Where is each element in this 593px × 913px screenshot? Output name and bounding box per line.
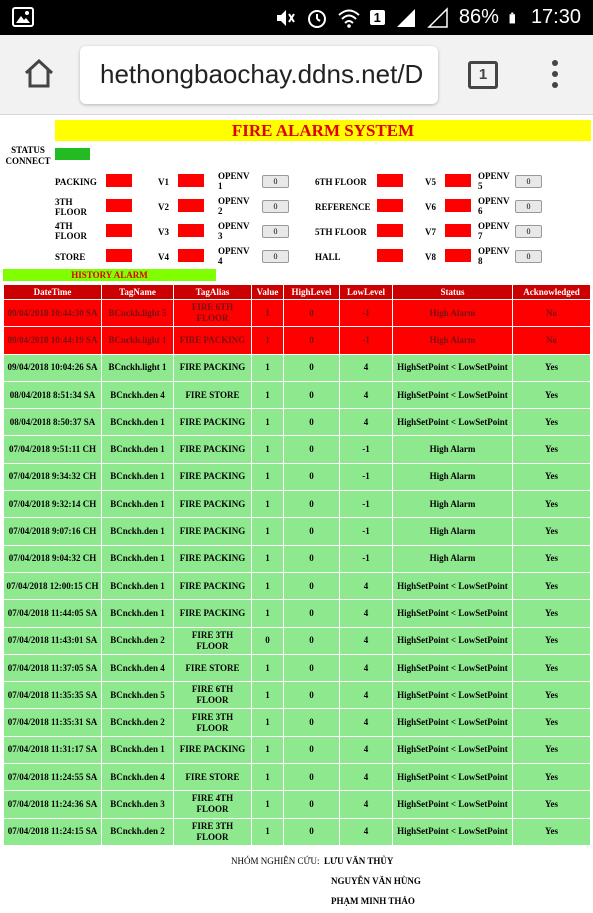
url-bar[interactable] (80, 46, 438, 104)
cell-value: 1 (252, 354, 284, 381)
cell-tagname: BCnckh.den 1 (102, 409, 174, 436)
cell-lowlevel: -1 (340, 491, 393, 518)
cell-lowlevel: 4 (340, 627, 393, 654)
cell-acknowledged: Yes (513, 491, 591, 518)
table-row (4, 764, 591, 791)
openv-button-4[interactable]: 0 (262, 250, 289, 263)
cell-datetime: 07/04/2018 9:07:16 CH (4, 518, 102, 545)
cell-datetime: 07/04/2018 11:24:55 SA (4, 764, 102, 791)
cell-acknowledged: Yes (513, 654, 591, 681)
openv-label-6: OPENV 6 (478, 196, 510, 216)
openv-label-5: OPENV 5 (478, 171, 510, 191)
openv-label-8: OPENV 8 (478, 246, 510, 266)
location-label-packing: PACKING (55, 177, 97, 187)
table-row (4, 682, 591, 709)
cell-tagalias: FIRE PACKING (174, 409, 252, 436)
cell-highlevel: 0 (284, 463, 340, 490)
valve-led-v6 (445, 199, 471, 212)
cell-highlevel: 0 (284, 545, 340, 572)
valve-label-v7: V7 (425, 227, 436, 237)
location-led-reference (377, 199, 403, 212)
cell-tagname: BCnckh.light 1 (102, 327, 174, 354)
cell-lowlevel: 4 (340, 600, 393, 627)
cell-lowlevel: 4 (340, 736, 393, 763)
cell-acknowledged: Yes (513, 381, 591, 408)
valve-led-v4 (178, 249, 204, 262)
gallery-icon (12, 7, 34, 27)
battery-percent: 86% (458, 6, 499, 28)
cell-lowlevel: -1 (340, 436, 393, 463)
openv-button-7[interactable]: 0 (515, 225, 542, 238)
signal-secondary-icon (427, 7, 449, 29)
cell-highlevel: 0 (284, 791, 340, 818)
cell-tagname: BCnckh.den 3 (102, 791, 174, 818)
alarm-history-table (3, 284, 591, 846)
cell-datetime: 07/04/2018 9:34:32 CH (4, 463, 102, 490)
cell-tagname: BCnckh.den 2 (102, 818, 174, 845)
cell-value: 1 (252, 463, 284, 490)
openv-button-8[interactable]: 0 (515, 250, 542, 263)
cell-datetime: 07/04/2018 12:00:15 CH (4, 572, 102, 599)
overflow-menu-icon[interactable] (548, 60, 562, 92)
cell-tagalias: FIRE 3TH FLOOR (174, 709, 252, 736)
table-row (4, 436, 591, 463)
valve-label-v4: V4 (158, 252, 169, 262)
valve-led-v2 (178, 199, 204, 212)
cell-tagalias: FIRE PACKING (174, 572, 252, 599)
cell-datetime: 09/04/2018 10:04:26 SA (4, 354, 102, 381)
cell-acknowledged: Yes (513, 600, 591, 627)
cell-tagalias: FIRE 3TH FLOOR (174, 818, 252, 845)
cell-tagname: BCnckh.den 4 (102, 764, 174, 791)
cell-status: High Alarm (393, 491, 513, 518)
cell-datetime: 07/04/2018 11:24:15 SA (4, 818, 102, 845)
sim-badge: 1 (370, 10, 385, 25)
column-header-value: Value (252, 285, 284, 300)
cell-lowlevel: 4 (340, 764, 393, 791)
cell-value: 1 (252, 818, 284, 845)
cell-tagname: BCnckh.den 4 (102, 654, 174, 681)
cell-highlevel: 0 (284, 518, 340, 545)
location-led-3th-floor (106, 199, 132, 212)
system-status-bar (0, 0, 593, 35)
cell-value: 1 (252, 545, 284, 572)
home-icon[interactable] (22, 57, 56, 91)
cell-datetime: 07/04/2018 9:32:14 CH (4, 491, 102, 518)
table-header-row (4, 285, 591, 300)
valve-label-v1: V1 (158, 177, 169, 187)
valve-label-v2: V2 (158, 202, 169, 212)
location-led-5th-floor (377, 224, 403, 237)
cell-acknowledged: No (513, 327, 591, 354)
table-row (4, 409, 591, 436)
cell-status: HighSetPoint < LowSetPoint (393, 791, 513, 818)
cell-tagalias: FIRE PACKING (174, 463, 252, 490)
table-row (4, 572, 591, 599)
openv-label-2: OPENV 2 (218, 196, 250, 216)
cell-acknowledged: Yes (513, 463, 591, 490)
column-header-tagalias: TagAlias (174, 285, 252, 300)
cell-highlevel: 0 (284, 572, 340, 599)
valve-label-v3: V3 (158, 227, 169, 237)
cell-highlevel: 0 (284, 436, 340, 463)
cell-acknowledged: Yes (513, 627, 591, 654)
cell-value: 1 (252, 764, 284, 791)
status-connect-indicator (55, 148, 90, 160)
cell-tagname: BCnckh.den 4 (102, 381, 174, 408)
table-row (4, 736, 591, 763)
history-alarm-heading: HISTORY ALARM (3, 269, 216, 281)
cell-tagname: BCnckh.den 1 (102, 572, 174, 599)
cell-highlevel: 0 (284, 300, 340, 327)
cell-acknowledged: Yes (513, 409, 591, 436)
cell-acknowledged: Yes (513, 354, 591, 381)
cell-lowlevel: 4 (340, 654, 393, 681)
cell-tagalias: FIRE PACKING (174, 436, 252, 463)
cell-highlevel: 0 (284, 491, 340, 518)
valve-label-v5: V5 (425, 177, 436, 187)
cell-datetime: 08/04/2018 8:51:34 SA (4, 381, 102, 408)
table-row (4, 327, 591, 354)
wifi-icon (338, 7, 360, 29)
cell-lowlevel: -1 (340, 300, 393, 327)
cell-highlevel: 0 (284, 381, 340, 408)
openv-button-1[interactable]: 0 (262, 175, 289, 188)
cell-acknowledged: Yes (513, 709, 591, 736)
valve-label-v6: V6 (425, 202, 436, 212)
valve-led-v3 (178, 224, 204, 237)
openv-label-7: OPENV 7 (478, 221, 510, 241)
cell-value: 0 (252, 627, 284, 654)
valve-label-v8: V8 (425, 252, 436, 262)
cell-lowlevel: 4 (340, 381, 393, 408)
table-row (4, 518, 591, 545)
cell-tagalias: FIRE STORE (174, 381, 252, 408)
cell-highlevel: 0 (284, 654, 340, 681)
cell-highlevel: 0 (284, 709, 340, 736)
cell-status: HighSetPoint < LowSetPoint (393, 381, 513, 408)
cell-lowlevel: 4 (340, 354, 393, 381)
cell-status: High Alarm (393, 436, 513, 463)
location-led-6th-floor (377, 174, 403, 187)
cell-status: HighSetPoint < LowSetPoint (393, 354, 513, 381)
mute-icon (274, 7, 296, 29)
cell-highlevel: 0 (284, 764, 340, 791)
cell-lowlevel: -1 (340, 327, 393, 354)
footer-member-3: PHẠM MINH THẢO (331, 896, 415, 906)
location-label-store: STORE (55, 252, 86, 262)
table-row (4, 381, 591, 408)
cell-value: 1 (252, 709, 284, 736)
cell-lowlevel: -1 (340, 545, 393, 572)
cell-status: HighSetPoint < LowSetPoint (393, 600, 513, 627)
cell-tagalias: FIRE STORE (174, 764, 252, 791)
table-row (4, 463, 591, 490)
cell-tagalias: FIRE PACKING (174, 736, 252, 763)
cell-value: 1 (252, 300, 284, 327)
table-row (4, 818, 591, 845)
cell-tagalias: FIRE 6TH FLOOR (174, 300, 252, 327)
cell-lowlevel: 4 (340, 791, 393, 818)
cell-acknowledged: Yes (513, 818, 591, 845)
cell-highlevel: 0 (284, 354, 340, 381)
cell-value: 1 (252, 572, 284, 599)
cell-datetime: 09/04/2018 10:44:30 SA (4, 300, 102, 327)
cell-status: HighSetPoint < LowSetPoint (393, 818, 513, 845)
openv-button-6[interactable]: 0 (515, 200, 542, 213)
cell-acknowledged: Yes (513, 572, 591, 599)
cell-acknowledged: Yes (513, 791, 591, 818)
column-header-datetime: DateTime (4, 285, 102, 300)
cell-tagname: BCnckh.den 1 (102, 736, 174, 763)
location-label-6th-floor: 6TH FLOOR (315, 177, 367, 187)
page-title: FIRE ALARM SYSTEM (55, 120, 591, 141)
cell-value: 1 (252, 491, 284, 518)
cell-tagalias: FIRE PACKING (174, 327, 252, 354)
cell-tagname: BCnckh.den 1 (102, 545, 174, 572)
cell-status: High Alarm (393, 327, 513, 354)
valve-led-v1 (178, 174, 204, 187)
location-led-4th-floor (106, 224, 132, 237)
cell-highlevel: 0 (284, 327, 340, 354)
cell-highlevel: 0 (284, 682, 340, 709)
location-led-store (106, 249, 132, 262)
cell-value: 1 (252, 682, 284, 709)
cell-status: HighSetPoint < LowSetPoint (393, 736, 513, 763)
cell-lowlevel: 4 (340, 682, 393, 709)
cell-tagname: BCnckh.den 1 (102, 463, 174, 490)
cell-tagname: BCnckh.den 1 (102, 518, 174, 545)
cell-tagalias: FIRE PACKING (174, 518, 252, 545)
cell-acknowledged: Yes (513, 764, 591, 791)
location-label-5th-floor: 5TH FLOOR (315, 227, 367, 237)
cell-tagname: BCnckh.den 2 (102, 627, 174, 654)
cell-highlevel: 0 (284, 736, 340, 763)
column-header-status: Status (393, 285, 513, 300)
cell-status: High Alarm (393, 518, 513, 545)
signal-icon (395, 7, 417, 29)
cell-tagalias: FIRE 4TH FLOOR (174, 791, 252, 818)
browser-toolbar (0, 35, 593, 115)
footer-label: NHÓM NGHIÊN CỨU: (231, 856, 320, 866)
openv-label-3: OPENV 3 (218, 221, 250, 241)
table-row (4, 491, 591, 518)
cell-value: 1 (252, 436, 284, 463)
cell-tagname: BCnckh.den 1 (102, 436, 174, 463)
clock-time: 17:30 (530, 6, 581, 28)
column-header-lowlevel: LowLevel (340, 285, 393, 300)
cell-value: 1 (252, 381, 284, 408)
table-row (4, 709, 591, 736)
openv-label-4: OPENV 4 (218, 246, 250, 266)
column-header-tagname: TagName (102, 285, 174, 300)
cell-datetime: 07/04/2018 11:43:01 SA (4, 627, 102, 654)
table-row (4, 354, 591, 381)
cell-tagname: BCnckh.light 1 (102, 354, 174, 381)
cell-status: HighSetPoint < LowSetPoint (393, 654, 513, 681)
cell-value: 1 (252, 654, 284, 681)
location-label-hall: HALL (315, 252, 341, 262)
cell-value: 1 (252, 791, 284, 818)
column-header-acknowledged: Acknowledged (513, 285, 591, 300)
cell-status: HighSetPoint < LowSetPoint (393, 572, 513, 599)
alarm-clock-icon (306, 7, 328, 29)
cell-lowlevel: 4 (340, 818, 393, 845)
cell-highlevel: 0 (284, 627, 340, 654)
cell-status: High Alarm (393, 545, 513, 572)
cell-value: 1 (252, 736, 284, 763)
valve-led-v5 (445, 174, 471, 187)
cell-acknowledged: Yes (513, 682, 591, 709)
table-row (4, 791, 591, 818)
cell-status: High Alarm (393, 463, 513, 490)
cell-tagalias: FIRE 6TH FLOOR (174, 682, 252, 709)
cell-status: HighSetPoint < LowSetPoint (393, 709, 513, 736)
cell-tagname: BCnckh.light 5 (102, 300, 174, 327)
location-led-packing (106, 174, 132, 187)
cell-acknowledged: No (513, 300, 591, 327)
valve-led-v8 (445, 249, 471, 262)
footer-credits (231, 856, 393, 866)
cell-value: 1 (252, 518, 284, 545)
table-row (4, 300, 591, 327)
cell-value: 1 (252, 409, 284, 436)
cell-tagalias: FIRE PACKING (174, 491, 252, 518)
location-label-reference: REFERENCE (315, 202, 371, 212)
cell-datetime: 08/04/2018 8:50:37 SA (4, 409, 102, 436)
cell-tagname: BCnckh.den 1 (102, 600, 174, 627)
cell-highlevel: 0 (284, 818, 340, 845)
table-row (4, 627, 591, 654)
column-header-highlevel: HighLevel (284, 285, 340, 300)
cell-datetime: 07/04/2018 11:44:05 SA (4, 600, 102, 627)
footer-member-1: LƯU VĂN THỦY (323, 856, 394, 866)
openv-button-5[interactable]: 0 (515, 175, 542, 188)
cell-acknowledged: Yes (513, 436, 591, 463)
cell-datetime: 07/04/2018 9:51:11 CH (4, 436, 102, 463)
table-row (4, 654, 591, 681)
cell-datetime: 07/04/2018 11:35:31 SA (4, 709, 102, 736)
table-row (4, 545, 591, 572)
location-label-4th-floor: 4TH FLOOR (55, 221, 88, 241)
cell-highlevel: 0 (284, 600, 340, 627)
battery-icon (509, 7, 521, 29)
table-row (4, 600, 591, 627)
cell-status: HighSetPoint < LowSetPoint (393, 627, 513, 654)
cell-lowlevel: -1 (340, 518, 393, 545)
cell-status: High Alarm (393, 300, 513, 327)
footer-member-2: NGUYỄN VĂN HÙNG (331, 876, 421, 886)
cell-tagalias: FIRE 3TH FLOOR (174, 627, 252, 654)
openv-button-2[interactable]: 0 (262, 200, 289, 213)
cell-value: 1 (252, 327, 284, 354)
cell-acknowledged: Yes (513, 518, 591, 545)
cell-datetime: 09/04/2018 10:44:19 SA (4, 327, 102, 354)
cell-datetime: 07/04/2018 11:37:05 SA (4, 654, 102, 681)
cell-tagname: BCnckh.den 2 (102, 709, 174, 736)
cell-value: 1 (252, 600, 284, 627)
cell-lowlevel: -1 (340, 463, 393, 490)
cell-acknowledged: Yes (513, 736, 591, 763)
cell-status: HighSetPoint < LowSetPoint (393, 764, 513, 791)
valve-led-v7 (445, 224, 471, 237)
status-connect-label: STATUS CONNECT (5, 145, 51, 166)
cell-acknowledged: Yes (513, 545, 591, 572)
cell-status: HighSetPoint < LowSetPoint (393, 682, 513, 709)
cell-datetime: 07/04/2018 11:31:17 SA (4, 736, 102, 763)
cell-tagname: BCnckh.den 1 (102, 491, 174, 518)
location-label-3th-floor: 3TH FLOOR (55, 197, 88, 217)
cell-lowlevel: 4 (340, 409, 393, 436)
cell-tagalias: FIRE PACKING (174, 600, 252, 627)
cell-status: HighSetPoint < LowSetPoint (393, 409, 513, 436)
cell-datetime: 07/04/2018 11:24:36 SA (4, 791, 102, 818)
cell-lowlevel: 4 (340, 572, 393, 599)
cell-tagalias: FIRE STORE (174, 654, 252, 681)
cell-tagalias: FIRE PACKING (174, 354, 252, 381)
cell-highlevel: 0 (284, 409, 340, 436)
location-led-hall (377, 249, 403, 262)
tab-switcher-button[interactable]: 1 (468, 61, 498, 89)
cell-datetime: 07/04/2018 9:04:32 CH (4, 545, 102, 572)
cell-lowlevel: 4 (340, 709, 393, 736)
url-text: hethongbaochay.ddns.net/D (100, 59, 424, 89)
openv-label-1: OPENV 1 (218, 171, 250, 191)
openv-button-3[interactable]: 0 (262, 225, 289, 238)
cell-tagname: BCnckh.den 5 (102, 682, 174, 709)
cell-datetime: 07/04/2018 11:35:35 SA (4, 682, 102, 709)
cell-tagalias: FIRE PACKING (174, 545, 252, 572)
